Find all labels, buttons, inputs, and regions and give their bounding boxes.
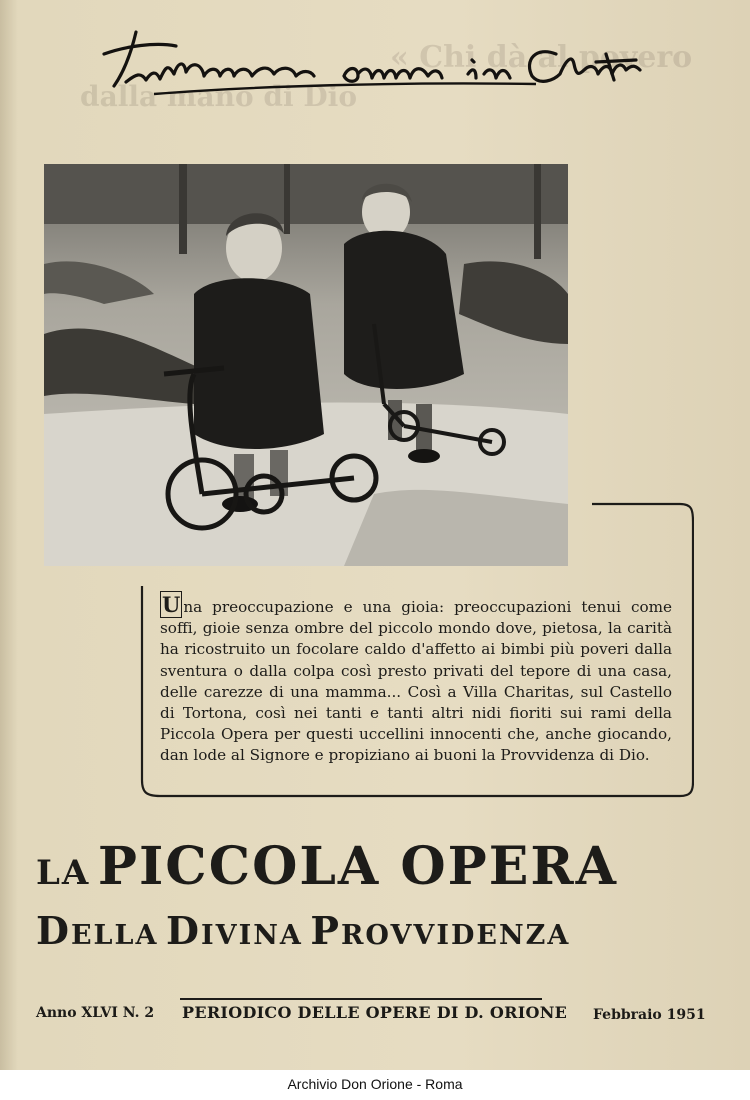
title-word: ELLA: [70, 920, 159, 951]
issue-number: Anno XLVI N. 2: [36, 1005, 155, 1021]
periodical-subtitle: PERIODICO DELLE OPERE DI D. ORIONE: [182, 1003, 568, 1022]
title-line-2: [36, 908, 696, 953]
title-letter: D: [36, 908, 71, 953]
title-article: LA: [36, 853, 91, 893]
caption-body: na preoccupazione e una gioia: preoccupazioni tenui come soffi, gioie senza ombre del piccolo mondo dove, pietosa, la carità ha ricostruito un focolare caldo d'affetto ai bimbi più poveri dalla sventura o dalla colpa così presto privati del tepore di una casa, delle carezze di una mamma... Così a Villa Charitas, sul Castello di Tortona, così nei tanti e tanti altri nidi fioriti sui rami della Piccola Opera per questi uccellini innocenti che, anche giocando, dan lode al Signore e propiziano ai buoni la Provvidenza di Dio.: [160, 598, 672, 765]
title-word: ROVVIDENZA: [340, 920, 571, 951]
title-main: PICCOLA OPERA: [97, 836, 618, 897]
title-letter: P: [310, 908, 341, 953]
caption-drop-initial: U: [162, 592, 181, 617]
title-letter: D: [166, 908, 201, 953]
issue-date: Febbraio 1951: [593, 1007, 706, 1023]
show-through-text: dalla mano di Dio: [80, 80, 357, 113]
archive-footer: [0, 1070, 750, 1100]
title-line-1: [36, 836, 696, 897]
caption-text: [160, 594, 672, 767]
archive-credit: Archivio Don Orione - Roma: [287, 1076, 463, 1092]
show-through-text: « Chi dà al povero: [390, 40, 693, 75]
handwritten-signature: [96, 24, 656, 124]
masthead-rule: [180, 998, 542, 1000]
signature-drawing: [96, 24, 656, 124]
title-word: IVINA: [200, 920, 303, 951]
